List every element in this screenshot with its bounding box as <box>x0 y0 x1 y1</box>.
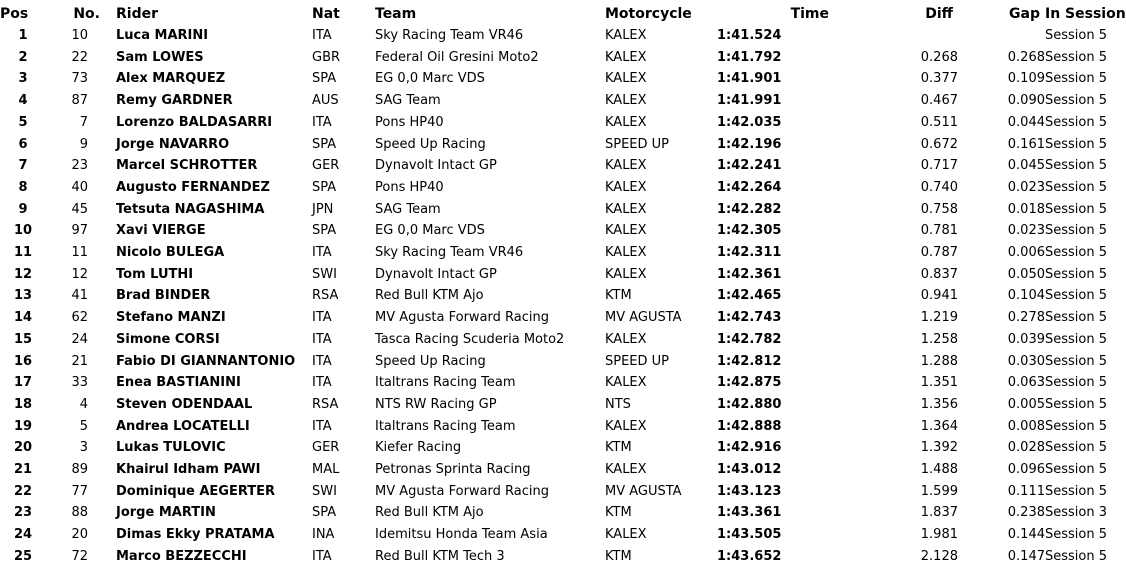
diff-cell: 0.740 <box>920 179 958 195</box>
header-no: No. <box>73 6 100 22</box>
team-cell: Dynavolt Intact GP <box>375 266 497 282</box>
pos-cell: 2 <box>18 49 28 65</box>
nat-cell: GBR <box>312 49 341 65</box>
rider-cell: Khairul Idham PAWI <box>116 462 261 478</box>
table-row <box>0 372 1103 394</box>
motorcycle-cell: KALEX <box>605 114 647 130</box>
header-time: Time <box>790 6 829 22</box>
team-cell: NTS RW Racing GP <box>375 396 497 412</box>
pos-cell: 21 <box>13 462 33 478</box>
table-row <box>0 220 1103 242</box>
time-cell: 1:42.743 <box>717 310 782 326</box>
table-row <box>0 416 1103 438</box>
rider-cell: Nicolo BULEGA <box>116 245 225 261</box>
number-cell: 9 <box>79 136 88 152</box>
table-row <box>0 90 1103 112</box>
team-cell: Speed Up Racing <box>375 353 486 369</box>
rider-cell: Augusto FERNANDEZ <box>116 179 270 195</box>
number-cell: 45 <box>71 201 88 217</box>
table-row <box>0 199 1103 221</box>
session-cell: Session 5 <box>1045 49 1108 65</box>
gap-cell: 0.090 <box>1007 93 1045 109</box>
team-cell: SAG Team <box>375 201 441 217</box>
gap-cell: 0.039 <box>1007 331 1045 347</box>
session-cell: Session 5 <box>1045 527 1108 543</box>
table-row <box>0 242 1103 264</box>
number-cell: 40 <box>71 179 88 195</box>
time-cell: 1:42.782 <box>717 331 782 347</box>
team-cell: MV Agusta Forward Racing <box>375 310 549 326</box>
table-row <box>0 437 1103 459</box>
number-cell: 11 <box>71 245 88 261</box>
team-cell: EG 0,0 Marc VDS <box>375 223 485 239</box>
time-cell: 1:41.792 <box>717 49 782 65</box>
rider-cell: Tetsuta NAGASHIMA <box>116 201 265 217</box>
number-cell: 10 <box>71 28 88 43</box>
diff-cell: 1.488 <box>920 462 958 478</box>
session-cell: Session 5 <box>1045 288 1108 304</box>
time-cell: 1:42.361 <box>717 266 782 282</box>
session-cell: Session 5 <box>1045 375 1108 391</box>
nat-cell: ITA <box>312 28 332 43</box>
gap-cell <box>958 25 1045 47</box>
number-cell: 62 <box>71 310 88 326</box>
time-cell: 1:43.361 <box>717 505 782 521</box>
nat-cell: SPA <box>312 505 337 521</box>
team-cell: EG 0,0 Marc VDS <box>375 71 485 87</box>
gap-cell: 0.096 <box>1007 462 1045 478</box>
rider-cell: Fabio DI GIANNANTONIO <box>116 353 296 369</box>
number-cell: 23 <box>71 158 88 174</box>
team-cell: SAG Team <box>375 93 441 109</box>
table-row <box>0 394 1103 416</box>
header-session: In Session <box>1045 6 1126 22</box>
motorcycle-cell: KALEX <box>605 179 647 195</box>
motorcycle-cell: KALEX <box>605 375 647 391</box>
time-cell: 1:42.196 <box>717 136 782 152</box>
gap-cell: 0.063 <box>1007 375 1045 391</box>
pos-cell: 22 <box>13 483 33 499</box>
motorcycle-cell: NTS <box>605 396 631 412</box>
nat-cell: AUS <box>312 93 339 109</box>
nat-cell: INA <box>312 527 335 543</box>
team-cell: Italtrans Racing Team <box>375 418 516 434</box>
pos-cell: 14 <box>13 310 33 326</box>
header-rider: Rider <box>116 6 158 22</box>
time-cell: 1:42.282 <box>717 201 782 217</box>
team-cell: Idemitsu Honda Team Asia <box>375 527 548 543</box>
pos-cell: 8 <box>18 179 28 195</box>
rider-cell: Jorge NAVARRO <box>116 136 230 152</box>
motorcycle-cell: KALEX <box>605 527 647 543</box>
team-cell: Italtrans Racing Team <box>375 375 516 391</box>
diff-cell: 1.351 <box>920 375 958 391</box>
nat-cell: ITA <box>312 548 332 564</box>
table-row <box>0 546 1103 568</box>
pos-cell: 13 <box>13 288 33 304</box>
table-row <box>0 351 1103 373</box>
gap-cell: 0.045 <box>1007 158 1045 174</box>
table-row <box>0 25 1103 47</box>
pos-cell: 23 <box>13 505 33 521</box>
motorcycle-cell: KALEX <box>605 93 647 109</box>
team-cell: Speed Up Racing <box>375 136 486 152</box>
time-cell: 1:42.465 <box>717 288 782 304</box>
diff-cell: 0.717 <box>920 158 958 174</box>
header-motorcycle: Motorcycle <box>605 6 692 22</box>
gap-cell: 0.028 <box>1007 440 1045 456</box>
time-cell: 1:43.123 <box>717 483 782 499</box>
rider-cell: Stefano MANZI <box>116 310 226 326</box>
pos-cell: 1 <box>18 28 28 43</box>
nat-cell: GER <box>312 158 340 174</box>
gap-cell: 0.044 <box>1007 114 1045 130</box>
motorcycle-cell: KTM <box>605 440 632 456</box>
rider-cell: Enea BASTIANINI <box>116 375 241 391</box>
rider-cell: Sam LOWES <box>116 49 204 65</box>
number-cell: 89 <box>71 462 88 478</box>
team-cell: Petronas Sprinta Racing <box>375 462 531 478</box>
motorcycle-cell: KALEX <box>605 418 647 434</box>
team-cell: MV Agusta Forward Racing <box>375 483 549 499</box>
table-row <box>0 177 1103 199</box>
diff-cell: 0.511 <box>920 114 958 130</box>
nat-cell: ITA <box>312 375 332 391</box>
team-cell: Tasca Racing Scuderia Moto2 <box>375 331 565 347</box>
gap-cell: 0.268 <box>1007 49 1045 65</box>
number-cell: 33 <box>71 375 88 391</box>
time-cell: 1:43.012 <box>717 462 782 478</box>
diff-cell: 1.364 <box>920 418 958 434</box>
motorcycle-cell: KALEX <box>605 331 647 347</box>
nat-cell: ITA <box>312 331 332 347</box>
nat-cell: GER <box>312 440 340 456</box>
gap-cell: 0.144 <box>1007 527 1045 543</box>
team-cell: Dynavolt Intact GP <box>375 158 497 174</box>
session-cell: Session 5 <box>1045 223 1108 239</box>
nat-cell: SWI <box>312 483 337 499</box>
nat-cell: SPA <box>312 179 337 195</box>
number-cell: 24 <box>71 331 88 347</box>
table-row <box>0 264 1103 286</box>
nat-cell: ITA <box>312 353 332 369</box>
diff-cell: 0.377 <box>920 71 958 87</box>
table-row <box>0 155 1103 177</box>
rider-cell: Lukas TULOVIC <box>116 440 226 456</box>
pos-cell: 18 <box>13 396 33 412</box>
motorcycle-cell: KTM <box>605 548 632 564</box>
table-row <box>0 524 1103 546</box>
gap-cell: 0.023 <box>1007 223 1045 239</box>
time-cell: 1:42.888 <box>717 418 782 434</box>
header-nat: Nat <box>312 6 340 22</box>
number-cell: 3 <box>79 440 88 456</box>
diff-cell: 0.268 <box>920 49 958 65</box>
gap-cell: 0.238 <box>1007 505 1045 521</box>
time-cell: 1:43.652 <box>717 548 782 564</box>
team-cell: Pons HP40 <box>375 179 444 195</box>
team-cell: Red Bull KTM Ajo <box>375 505 484 521</box>
session-cell: Session 5 <box>1045 93 1108 109</box>
rider-cell: Brad BINDER <box>116 288 211 304</box>
team-cell: Red Bull KTM Tech 3 <box>375 548 505 564</box>
number-cell: 73 <box>71 71 88 87</box>
number-cell: 7 <box>79 114 88 130</box>
diff-cell: 1.288 <box>920 353 958 369</box>
pos-cell: 12 <box>13 266 33 282</box>
motorcycle-cell: MV AGUSTA <box>605 310 682 326</box>
session-cell: Session 5 <box>1045 114 1108 130</box>
diff-cell: 1.392 <box>920 440 958 456</box>
gap-cell: 0.278 <box>1007 310 1045 326</box>
diff-cell: 0.672 <box>920 136 958 152</box>
results-table <box>0 3 1126 568</box>
diff-cell: 1.258 <box>920 331 958 347</box>
table-row <box>0 329 1103 351</box>
session-cell: Session 5 <box>1045 201 1108 217</box>
gap-cell: 0.111 <box>1007 483 1045 499</box>
rider-cell: Tom LUTHI <box>116 266 194 282</box>
number-cell: 72 <box>71 548 88 564</box>
diff-cell <box>857 25 958 47</box>
nat-cell: ITA <box>312 245 332 261</box>
time-cell: 1:41.524 <box>717 28 782 43</box>
rider-cell: Steven ODENDAAL <box>116 396 253 412</box>
nat-cell: SPA <box>312 71 337 87</box>
session-cell: Session 5 <box>1045 28 1108 43</box>
gap-cell: 0.008 <box>1007 418 1045 434</box>
diff-cell: 1.356 <box>920 396 958 412</box>
session-cell: Session 5 <box>1045 158 1108 174</box>
session-cell: Session 5 <box>1045 548 1108 564</box>
diff-cell: 1.219 <box>920 310 958 326</box>
diff-cell: 1.837 <box>920 505 958 521</box>
session-cell: Session 5 <box>1045 353 1108 369</box>
table-row <box>0 68 1103 90</box>
motorcycle-cell: KTM <box>605 505 632 521</box>
team-cell: Federal Oil Gresini Moto2 <box>375 49 539 65</box>
time-cell: 1:42.875 <box>717 375 782 391</box>
number-cell: 77 <box>71 483 88 499</box>
motorcycle-cell: KALEX <box>605 223 647 239</box>
diff-cell: 0.467 <box>920 93 958 109</box>
number-cell: 97 <box>71 223 88 239</box>
number-cell: 87 <box>71 93 88 109</box>
rider-cell: Andrea LOCATELLI <box>116 418 250 434</box>
number-cell: 4 <box>79 396 88 412</box>
motorcycle-cell: KALEX <box>605 201 647 217</box>
motorcycle-cell: KALEX <box>605 266 647 282</box>
time-cell: 1:41.991 <box>717 93 782 109</box>
header-pos: Pos <box>0 6 29 22</box>
rider-cell: Xavi VIERGE <box>116 223 206 239</box>
time-cell: 1:42.880 <box>717 396 782 412</box>
motorcycle-cell: KALEX <box>605 49 647 65</box>
time-cell: 1:42.305 <box>717 223 782 239</box>
diff-cell: 0.837 <box>920 266 958 282</box>
number-cell: 12 <box>71 266 88 282</box>
time-cell: 1:42.241 <box>717 158 782 174</box>
table-row <box>0 47 1103 69</box>
gap-cell: 0.030 <box>1007 353 1045 369</box>
session-cell: Session 5 <box>1045 245 1108 261</box>
nat-cell: MAL <box>312 462 340 478</box>
pos-cell: 24 <box>13 527 33 543</box>
gap-cell: 0.023 <box>1007 179 1045 195</box>
team-cell: Kiefer Racing <box>375 440 462 456</box>
nat-cell: RSA <box>312 288 339 304</box>
motorcycle-cell: SPEED UP <box>605 136 670 152</box>
session-cell: Session 5 <box>1045 179 1108 195</box>
pos-cell: 15 <box>13 331 33 347</box>
number-cell: 41 <box>71 288 88 304</box>
rider-cell: Marco BEZZECCHI <box>116 548 247 564</box>
motorcycle-cell: KALEX <box>605 71 647 87</box>
pos-cell: 7 <box>18 158 28 174</box>
diff-cell: 2.128 <box>920 548 958 564</box>
gap-cell: 0.109 <box>1007 71 1045 87</box>
gap-cell: 0.161 <box>1007 136 1045 152</box>
rider-cell: Luca MARINI <box>116 28 209 43</box>
time-cell: 1:42.035 <box>717 114 782 130</box>
team-cell: Red Bull KTM Ajo <box>375 288 484 304</box>
session-cell: Session 5 <box>1045 396 1108 412</box>
rider-cell: Dimas Ekky PRATAMA <box>116 527 275 543</box>
session-cell: Session 5 <box>1045 71 1108 87</box>
session-cell: Session 5 <box>1045 483 1108 499</box>
motorcycle-cell: KALEX <box>605 28 647 43</box>
pos-cell: 17 <box>13 375 33 391</box>
time-cell: 1:42.264 <box>717 179 782 195</box>
rider-cell: Jorge MARTIN <box>116 505 216 521</box>
gap-cell: 0.018 <box>1007 201 1045 217</box>
diff-cell: 0.758 <box>920 201 958 217</box>
rider-cell: Marcel SCHROTTER <box>116 158 258 174</box>
diff-cell: 0.781 <box>920 223 958 239</box>
rider-cell: Lorenzo BALDASARRI <box>116 114 273 130</box>
motorcycle-cell: KTM <box>605 288 632 304</box>
session-cell: Session 5 <box>1045 418 1108 434</box>
pos-cell: 25 <box>13 548 33 564</box>
number-cell: 21 <box>71 353 88 369</box>
time-cell: 1:42.311 <box>717 245 782 261</box>
time-cell: 1:42.916 <box>717 440 782 456</box>
table-row <box>0 285 1103 307</box>
gap-cell: 0.006 <box>1007 245 1045 261</box>
time-cell: 1:43.505 <box>717 527 782 543</box>
nat-cell: SWI <box>312 266 337 282</box>
motorcycle-cell: MV AGUSTA <box>605 483 682 499</box>
rider-cell: Simone CORSI <box>116 331 220 347</box>
pos-cell: 16 <box>13 353 33 369</box>
header-row <box>0 3 1103 25</box>
number-cell: 20 <box>71 527 88 543</box>
session-cell: Session 5 <box>1045 136 1108 152</box>
table-row <box>0 502 1103 524</box>
pos-cell: 6 <box>18 136 28 152</box>
session-cell: Session 5 <box>1045 462 1108 478</box>
team-cell: Sky Racing Team VR46 <box>375 28 524 43</box>
session-cell: Session 3 <box>1045 505 1108 521</box>
motorcycle-cell: KALEX <box>605 158 647 174</box>
time-cell: 1:41.901 <box>717 71 782 87</box>
pos-cell: 9 <box>18 201 28 217</box>
session-cell: Session 5 <box>1045 310 1108 326</box>
header-team: Team <box>375 6 417 22</box>
motorcycle-cell: SPEED UP <box>605 353 670 369</box>
gap-cell: 0.005 <box>1007 396 1045 412</box>
session-cell: Session 5 <box>1045 266 1108 282</box>
nat-cell: ITA <box>312 418 332 434</box>
diff-cell: 1.981 <box>920 527 958 543</box>
pos-cell: 20 <box>13 440 33 456</box>
team-cell: Sky Racing Team VR46 <box>375 245 524 261</box>
header-diff: Diff <box>925 6 953 22</box>
nat-cell: ITA <box>312 114 332 130</box>
table-row <box>0 481 1103 503</box>
number-cell: 88 <box>71 505 88 521</box>
team-cell: Pons HP40 <box>375 114 444 130</box>
pos-cell: 3 <box>18 71 28 87</box>
motorcycle-cell: KALEX <box>605 245 647 261</box>
gap-cell: 0.104 <box>1007 288 1045 304</box>
pos-cell: 4 <box>18 93 28 109</box>
diff-cell: 0.787 <box>920 245 958 261</box>
nat-cell: RSA <box>312 396 339 412</box>
motorcycle-cell: KALEX <box>605 462 647 478</box>
session-cell: Session 5 <box>1045 440 1108 456</box>
pos-cell: 19 <box>13 418 33 434</box>
time-cell: 1:42.812 <box>717 353 782 369</box>
rider-cell: Remy GARDNER <box>116 93 233 109</box>
diff-cell: 1.599 <box>920 483 958 499</box>
gap-cell: 0.050 <box>1007 266 1045 282</box>
nat-cell: SPA <box>312 136 337 152</box>
nat-cell: ITA <box>312 310 332 326</box>
pos-cell: 10 <box>13 223 33 239</box>
table-row <box>0 134 1103 156</box>
pos-cell: 5 <box>18 114 28 130</box>
number-cell: 22 <box>71 49 88 65</box>
nat-cell: SPA <box>312 223 337 239</box>
table-row <box>0 112 1103 134</box>
gap-cell: 0.147 <box>1007 548 1045 564</box>
table-row <box>0 459 1103 481</box>
table-row <box>0 307 1103 329</box>
number-cell: 5 <box>79 418 88 434</box>
nat-cell: JPN <box>312 201 334 217</box>
pos-cell: 11 <box>13 245 33 261</box>
rider-cell: Dominique AEGERTER <box>116 483 276 499</box>
header-gap: Gap <box>1009 6 1040 22</box>
rider-cell: Alex MARQUEZ <box>116 71 226 87</box>
diff-cell: 0.941 <box>920 288 958 304</box>
session-cell: Session 5 <box>1045 331 1108 347</box>
